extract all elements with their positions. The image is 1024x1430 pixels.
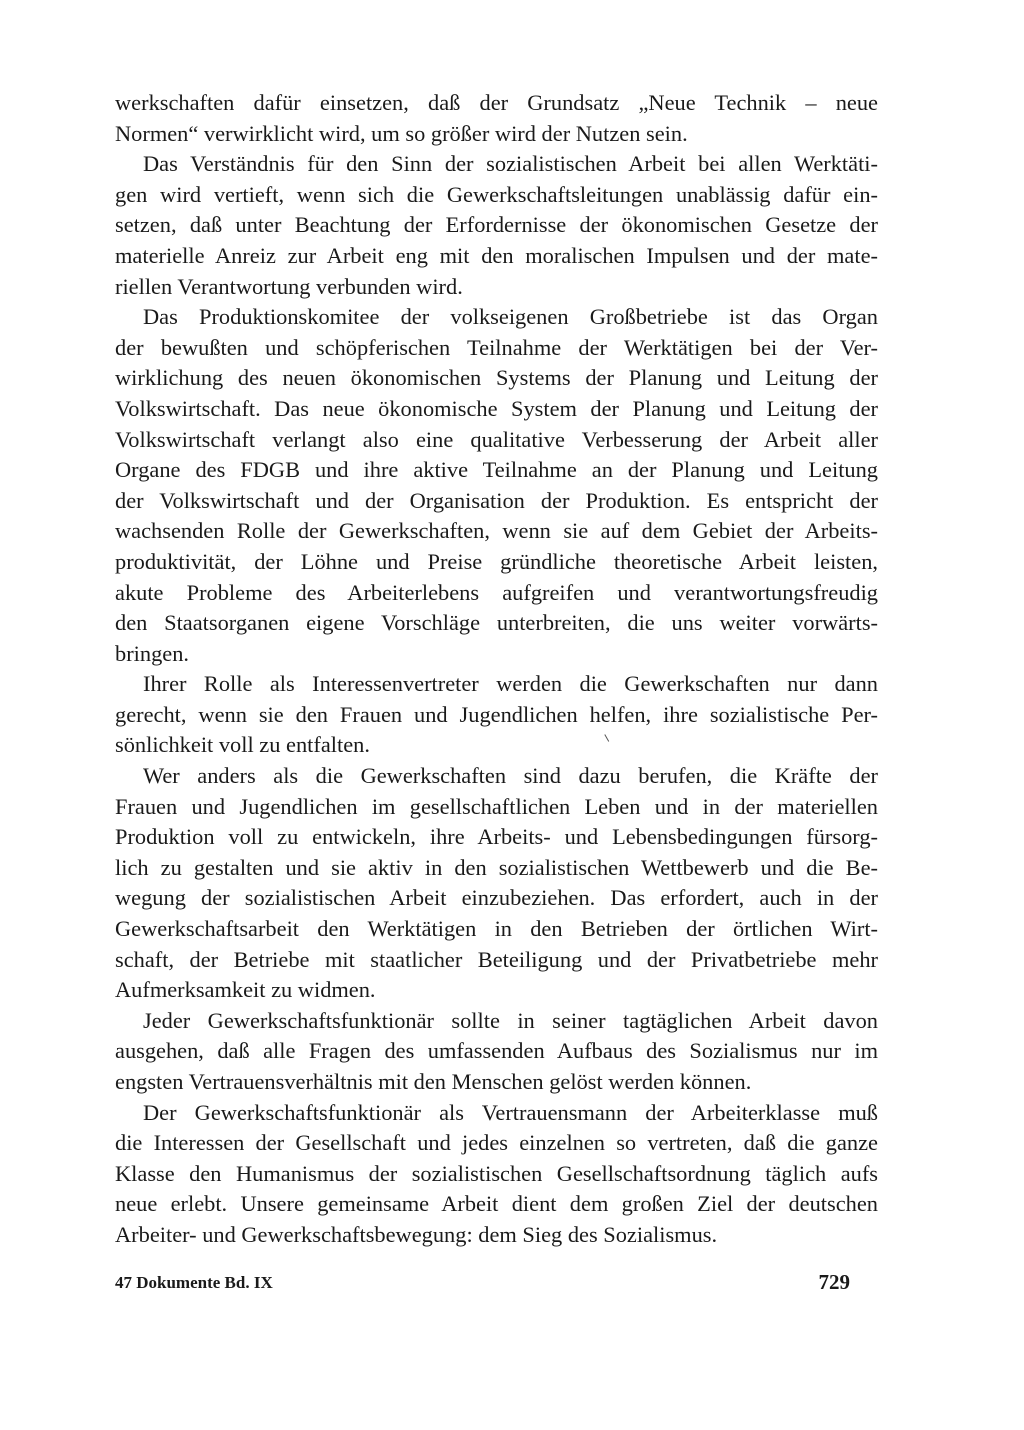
text-line: ausgehen, daß alle Fragen des umfassenden Aufbaus des Sozialismus nur im bbox=[115, 1038, 878, 1064]
paragraph bbox=[115, 1006, 878, 1098]
paragraph bbox=[115, 88, 878, 149]
text-line: wachsenden Rolle der Gewerkschaften, wenn sie auf dem Gebiet der Arbeits- bbox=[115, 518, 878, 544]
text-line: Normen“ verwirklicht wird, um so größer wird der Nutzen sein. bbox=[115, 120, 688, 146]
text-line: gerecht, wenn sie den Frauen und Jugendlichen helfen, ihre sozialistische Per- bbox=[115, 701, 878, 727]
page-number: 729 bbox=[818, 1270, 850, 1294]
text-line: Der Gewerkschaftsfunktionär als Vertrauensmann der Arbeiterklasse muß bbox=[143, 1099, 878, 1125]
text-line: werkschaften dafür einsetzen, daß der Grundsatz „Neue Technik – neue bbox=[115, 90, 878, 115]
text-line: schaft, der Betriebe mit staatlicher Beteiligung und der Privatbetriebe mehr bbox=[115, 946, 878, 972]
text-line: Organe des FDGB und ihre aktive Teilnahme an der Planung und Leitung bbox=[115, 457, 878, 483]
paragraph bbox=[115, 302, 878, 669]
text-line: Frauen und Jugendlichen im gesellschaftlichen Leben und in der materiellen bbox=[115, 793, 878, 819]
printer-signature: 47 Dokumente Bd. IX bbox=[115, 1273, 273, 1292]
text-line: Volkswirtschaft. Das neue ökonomische System der Planung und Leitung der bbox=[115, 395, 878, 421]
page-footer bbox=[115, 1268, 850, 1298]
text-line: die Interessen der Gesellschaft und jedes einzelnen so vertreten, daß die ganze bbox=[115, 1130, 878, 1156]
text-line: bringen. bbox=[115, 640, 189, 666]
paragraph bbox=[115, 1098, 878, 1251]
text-line: Jeder Gewerkschaftsfunktionär sollte in seiner tagtäglichen Arbeit davon bbox=[143, 1007, 878, 1033]
text-line: der Volkswirtschaft und der Organisation der Produktion. Es entspricht der bbox=[115, 487, 878, 513]
text-line: gen wird vertieft, wenn sich die Gewerkschaftsleitungen unablässig dafür ein- bbox=[115, 181, 878, 207]
text-line: produktivität, der Löhne und Preise gründliche theoretische Arbeit leisten, bbox=[115, 548, 878, 574]
text-line: Wer anders als die Gewerkschaften sind dazu berufen, die Kräfte der bbox=[143, 763, 878, 789]
text-line: wegung der sozialistischen Arbeit einzubeziehen. Das erfordert, auch in der bbox=[115, 885, 878, 911]
text-line: setzen, daß unter Beachtung der Erfordernisse der ökonomischen Gesetze der bbox=[115, 212, 878, 238]
text-line: materielle Anreiz zur Arbeit eng mit den moralischen Impulsen und der mate- bbox=[115, 242, 878, 268]
text-line: Ihrer Rolle als Interessenvertreter werden die Gewerkschaften nur dann bbox=[143, 671, 878, 697]
text-line: Gewerkschaftsarbeit den Werktätigen in den Betrieben der örtlichen Wirt- bbox=[115, 916, 878, 942]
text-line: neue erlebt. Unsere gemeinsame Arbeit dient dem großen Ziel der deutschen bbox=[115, 1191, 878, 1217]
text-line: Klasse den Humanismus der sozialistischen Gesellschaftsordnung täglich aufs bbox=[115, 1160, 878, 1186]
page-body bbox=[115, 88, 878, 1251]
text-line: wirklichung des neuen ökonomischen Systems der Planung und Leitung der bbox=[115, 365, 878, 391]
text-line: engsten Vertrauensverhältnis mit den Menschen gelöst werden können. bbox=[115, 1069, 752, 1094]
paragraph bbox=[115, 149, 878, 302]
paragraph bbox=[115, 761, 878, 1006]
text-line: den Staatsorganen eigene Vorschläge unterbreiten, die uns weiter vorwärts- bbox=[115, 610, 878, 636]
paragraph bbox=[115, 669, 878, 761]
text-line: Das Verständnis für den Sinn der sozialistischen Arbeit bei allen Werktäti- bbox=[143, 151, 878, 177]
text-line: Aufmerksamkeit zu widmen. bbox=[115, 977, 376, 1003]
text-line: Produktion voll zu entwickeln, ihre Arbeits- und Lebensbedingungen fürsorg- bbox=[115, 824, 878, 850]
text-line: Das Produktionskomitee der volkseigenen Großbetriebe ist das Organ bbox=[143, 304, 878, 330]
text-line: lich zu gestalten und sie aktiv in den sozialistischen Wettbewerb und die Be- bbox=[115, 854, 878, 880]
text-line: riellen Verantwortung verbunden wird. bbox=[115, 273, 463, 299]
text-line: Arbeiter- und Gewerkschaftsbewegung: dem Sieg des Sozialismus. bbox=[115, 1221, 718, 1247]
text-line: Volkswirtschaft verlangt also eine qualitative Verbesserung der Arbeit aller bbox=[115, 426, 878, 452]
text-line: akute Probleme des Arbeiterlebens aufgreifen und verantwortungsfreudig bbox=[115, 579, 878, 605]
text-line: sönlichkeit voll zu entfalten. bbox=[115, 732, 370, 758]
text-line: der bewußten und schöpferischen Teilnahme der Werktätigen bei der Ver- bbox=[115, 334, 878, 360]
